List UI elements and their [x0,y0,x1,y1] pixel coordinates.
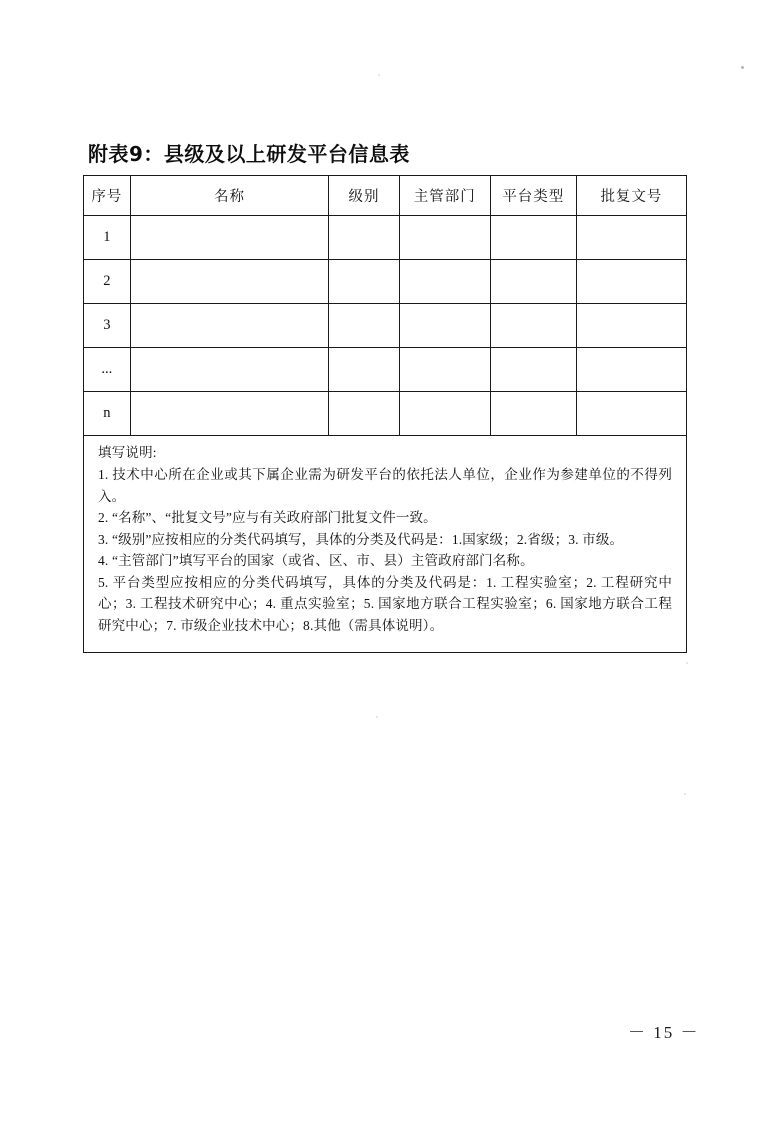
fill-instructions-box [83,430,687,653]
cell-level[interactable] [329,304,400,348]
cell-ptype[interactable] [490,348,576,392]
cell-ptype[interactable] [490,304,576,348]
page-title: 附表9：县级及以上研发平台信息表 [88,142,410,166]
table-row [84,392,687,436]
cell-seq: n [84,392,131,436]
column-header-name: 名称 [130,176,329,216]
note-item-1: 1. 技术中心所在企业或其下属企业需为研发平台的依托法人单位，企业作为参建单位的不得列入。 [98,467,672,504]
cell-level[interactable] [329,260,400,304]
cell-dept[interactable] [399,304,490,348]
table-row [84,260,687,304]
cell-docno[interactable] [576,260,686,304]
cell-dept[interactable] [399,260,490,304]
cell-ptype[interactable] [490,260,576,304]
scan-speck [686,662,688,664]
cell-docno[interactable] [576,216,686,260]
scan-speck [378,74,380,76]
cell-level[interactable] [329,216,400,260]
column-header-dept: 主管部门 [399,176,490,216]
table-header-row [84,176,687,216]
cell-docno[interactable] [576,392,686,436]
cell-seq: 1 [84,216,131,260]
cell-dept[interactable] [399,392,490,436]
cell-seq: ... [84,348,131,392]
cell-docno[interactable] [576,304,686,348]
column-header-level: 级别 [329,176,400,216]
scan-speck [741,66,744,69]
cell-name[interactable] [130,392,329,436]
scan-speck [376,716,378,718]
note-item-2: 2. “名称”、“批复文号”应与有关政府部门批复文件一致。 [98,510,437,525]
cell-name[interactable] [130,260,329,304]
cell-dept[interactable] [399,216,490,260]
cell-name[interactable] [130,216,329,260]
cell-name[interactable] [130,304,329,348]
cell-dept[interactable] [399,348,490,392]
column-header-seq: 序号 [84,176,131,216]
cell-level[interactable] [329,392,400,436]
note-item-4: 4. “主管部门”填写平台的国家（或省、区、市、县）主管政府部门名称。 [98,553,534,568]
cell-name[interactable] [130,348,329,392]
note-item-3: 3. “级别”应按相应的分类代码填写，具体的分类及代码是：1.国家级；2.省级；3. 市级。 [98,531,624,547]
table-row [84,216,687,260]
cell-level[interactable] [329,348,400,392]
table-row [84,304,687,348]
cell-ptype[interactable] [490,216,576,260]
table-row [84,348,687,392]
cell-docno[interactable] [576,348,686,392]
platform-info-table [83,175,687,436]
column-header-ptype: 平台类型 [490,176,576,216]
cell-seq: 2 [84,260,131,304]
notes-heading: 填写说明: [98,445,157,460]
note-item-5: 5. 平台类型应按相应的分类代码填写，具体的分类及代码是：1. 工程实验室；2. 工程研究中心；3. 工程技术研究中心；4. 重点实验室；5. 国家地方联合工程实验室；6. 国家地方联合工程研究中心；7. 市级企业技术中心；8.其他（需具体说明）。 [98,574,672,633]
cell-seq: 3 [84,304,131,348]
cell-ptype[interactable] [490,392,576,436]
column-header-docno: 批复文号 [576,176,686,216]
page-number: － 15 － [628,1023,700,1042]
scan-speck [684,793,686,795]
